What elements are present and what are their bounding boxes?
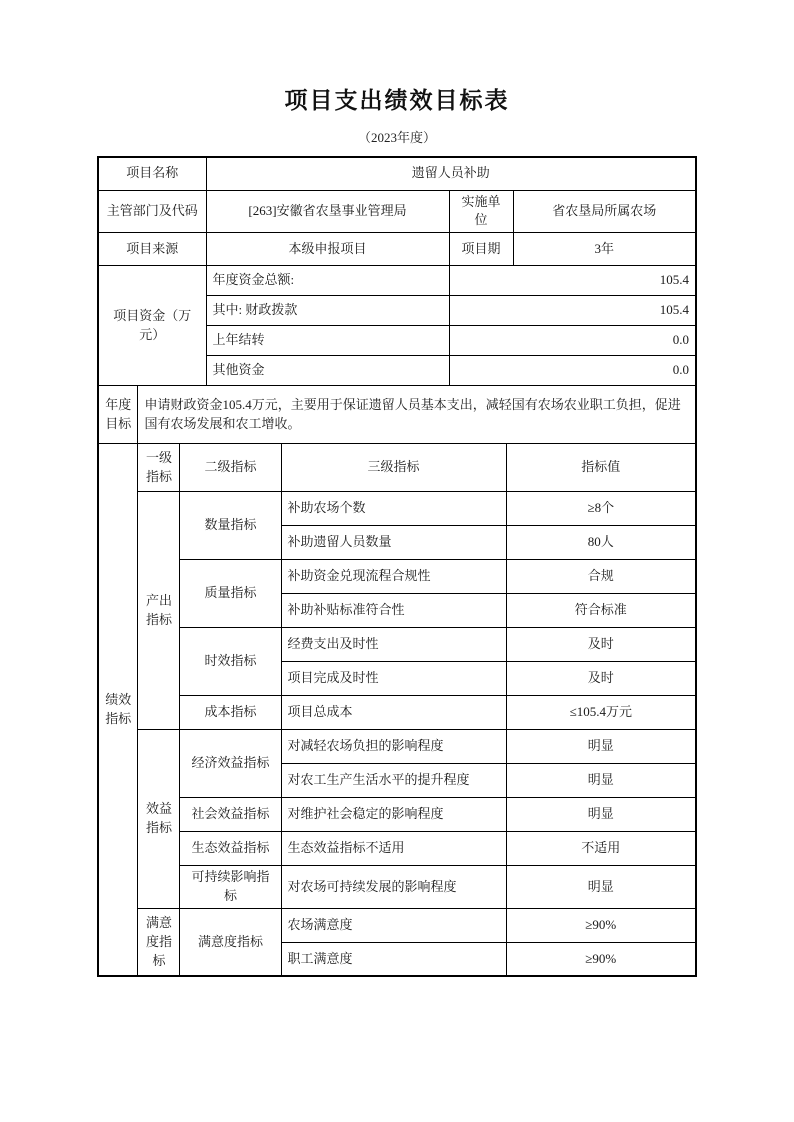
project-name-label: 项目名称 [98,157,206,190]
source-value: 本级申报项目 [206,233,449,266]
table-row [98,492,696,526]
fund-other-value: 0.0 [449,356,696,386]
level2-cost: 成本指标 [180,696,281,730]
level3-item: 经费支出及时性 [281,628,506,662]
level2-satisfaction: 满意度指标 [180,908,281,976]
fund-section-label: 项目资金（万元） [98,266,206,386]
level3-item: 农场满意度 [281,908,506,942]
fund-carryover-value: 0.0 [449,326,696,356]
indicator-value: 符合标准 [506,594,696,628]
level3-item: 补助资金兑现流程合规性 [281,560,506,594]
fund-total-label: 年度资金总额: [206,266,449,296]
header-level3: 三级指标 [281,444,506,492]
fund-other-label: 其他资金 [206,356,449,386]
indicator-value: 合规 [506,560,696,594]
fund-carryover-label: 上年结转 [206,326,449,356]
performance-target-table [97,156,697,977]
level3-item: 对减轻农场负担的影响程度 [281,730,506,764]
level1-output: 产出指标 [138,492,180,730]
table-row [98,730,696,764]
table-row [98,560,696,594]
indicator-value: 明显 [506,798,696,832]
indicator-value: ≤105.4万元 [506,696,696,730]
table-row [98,866,696,909]
fund-total-value: 105.4 [449,266,696,296]
table-row [98,190,696,233]
table-row [98,908,696,942]
table-row [98,628,696,662]
level3-item: 补助遗留人员数量 [281,526,506,560]
header-level2: 二级指标 [180,444,281,492]
indicator-value: ≥90% [506,942,696,976]
level3-item: 补助补贴标准符合性 [281,594,506,628]
period-value: 3年 [513,233,696,266]
level1-satisfaction: 满意度指标 [138,908,180,976]
dept-label: 主管部门及代码 [98,190,206,233]
indicator-value: 明显 [506,764,696,798]
impl-unit-label: 实施单位 [449,190,513,233]
impl-unit-value: 省农垦局所属农场 [513,190,696,233]
table-row [98,832,696,866]
period-label: 项目期 [449,233,513,266]
table-row [98,157,696,190]
table-row [98,798,696,832]
doc-subtitle: （2023年度） [357,130,436,145]
table-row [98,386,696,444]
dept-value: [263]安徽省农垦事业管理局 [206,190,449,233]
table-row [98,266,696,296]
level2-quality: 质量指标 [180,560,281,628]
level2-sustainable: 可持续影响指标 [180,866,281,909]
level3-item: 项目完成及时性 [281,662,506,696]
table-row [98,233,696,266]
header-value: 指标值 [506,444,696,492]
indicator-value: ≥8个 [506,492,696,526]
level1-benefit: 效益指标 [138,730,180,909]
level2-economic: 经济效益指标 [180,730,281,798]
fund-fiscal-value: 105.4 [449,296,696,326]
indicator-value: 及时 [506,628,696,662]
level2-quantity: 数量指标 [180,492,281,560]
level3-item: 项目总成本 [281,696,506,730]
annual-goal-label: 年度目标 [98,386,138,444]
project-name-value: 遗留人员补助 [206,157,696,190]
indicator-value: ≥90% [506,908,696,942]
source-label: 项目来源 [98,233,206,266]
level3-item: 补助农场个数 [281,492,506,526]
level2-timeliness: 时效指标 [180,628,281,696]
doc-title: 项目支出绩效目标表 [284,88,510,113]
level2-social: 社会效益指标 [180,798,281,832]
annual-goal-text: 申请财政资金105.4万元，主要用于保证遗留人员基本支出，减轻国有农场农业职工负担，促进国有农场发展和农工增收。 [138,386,696,444]
table-row [98,696,696,730]
indicator-value: 不适用 [506,832,696,866]
indicator-value: 80人 [506,526,696,560]
fund-fiscal-label: 其中: 财政拨款 [206,296,449,326]
level3-item: 对维护社会稳定的影响程度 [281,798,506,832]
performance-section-label: 绩效指标 [98,444,138,977]
level3-item: 对农工生产生活水平的提升程度 [281,764,506,798]
indicator-value: 及时 [506,662,696,696]
level3-item: 生态效益指标不适用 [281,832,506,866]
header-level1: 一级指标 [138,444,180,492]
indicator-value: 明显 [506,866,696,909]
level2-ecological: 生态效益指标 [180,832,281,866]
level3-item: 职工满意度 [281,942,506,976]
indicator-value: 明显 [506,730,696,764]
table-row [98,444,696,492]
level3-item: 对农场可持续发展的影响程度 [281,866,506,909]
